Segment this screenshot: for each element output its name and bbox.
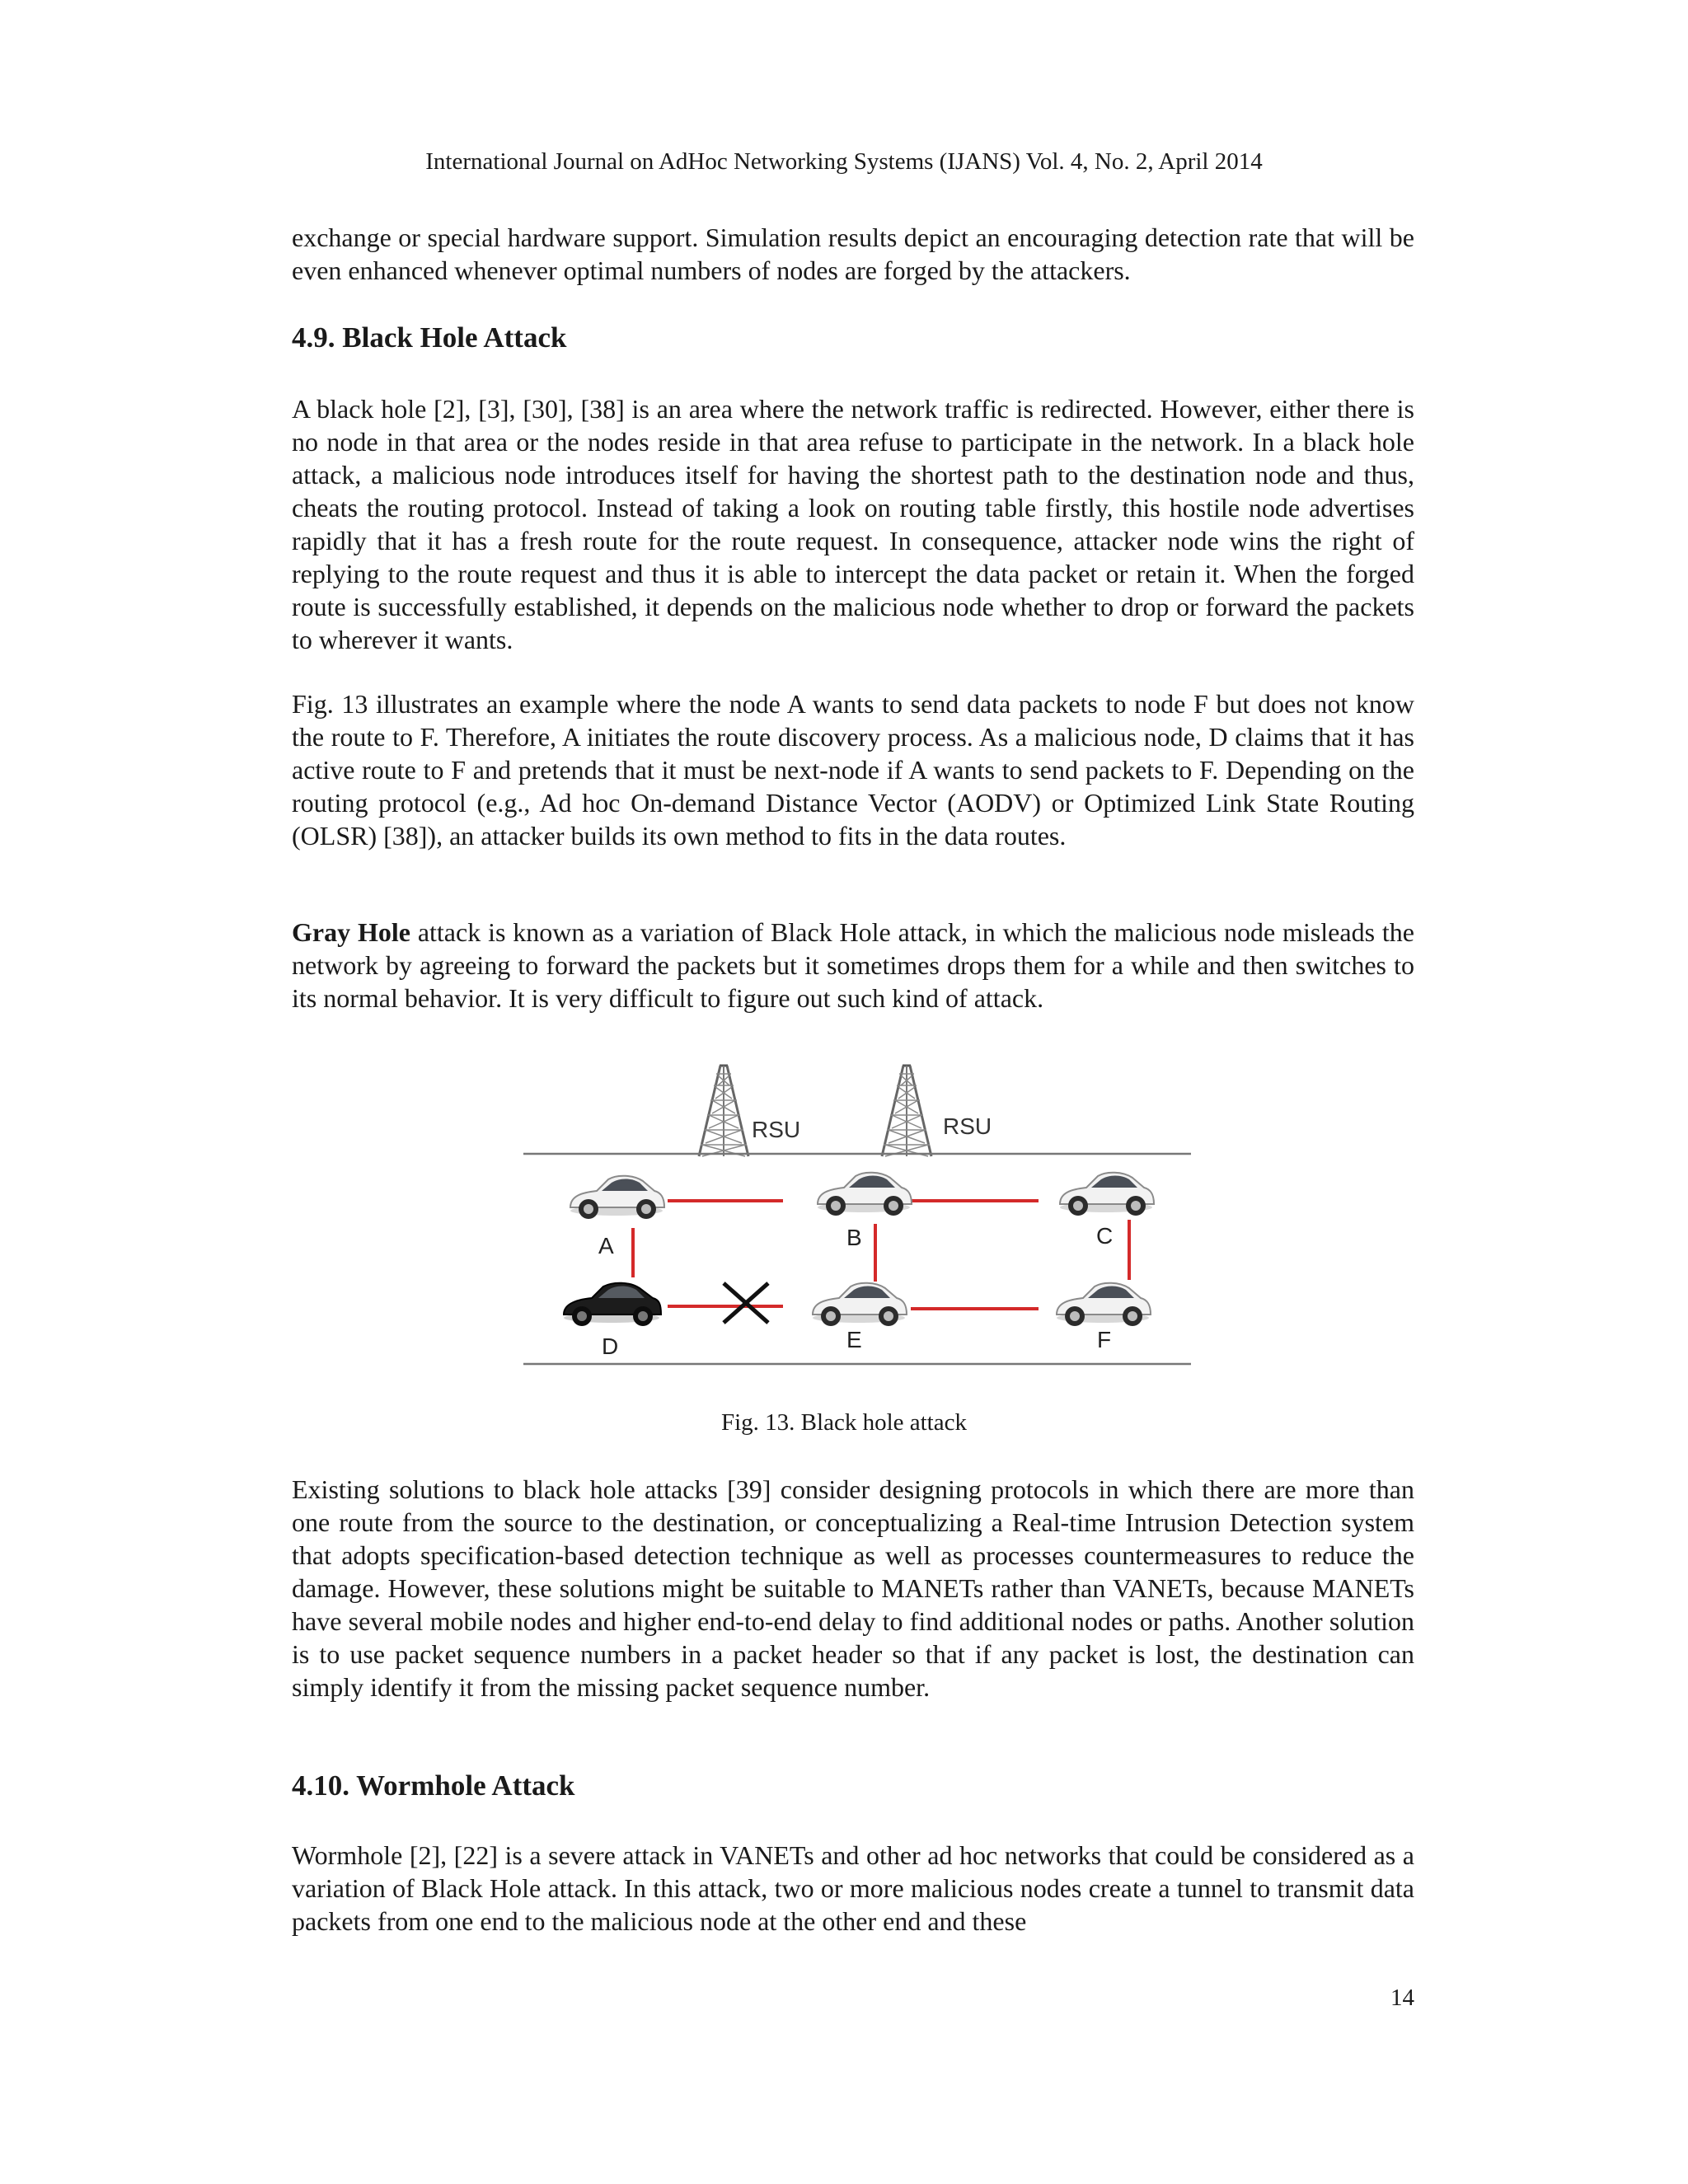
rsu-tower-icon (882, 1066, 931, 1156)
black-hole-definition-paragraph: A black hole [2], [3], [30], [38] is an area where the network traffic is redirected. However, either there is no node in that area or the nodes reside in that area refuse to participate in the network. In a black hole attack, a malicious node introduces itself for having the shortest path to the destination node and thus, cheats the routing protocol. Instead of taking a look on routing table firstly, this hostile node advertises rapidly that it has a fresh route for the route request. In consequence, attacker node wins the right of replying to the route request and thus it is able to intercept the data packet or retain it. When the forged route is successfully established, it depends on the malicious node whether to drop or forward the packets to wherever it wants. (292, 394, 1414, 654)
fig13-description-paragraph: Fig. 13 illustrates an example where the node A wants to send data packets to node F but does not know the route to F. Therefore, A initiates the route discovery process. As a malicious node, D claims that it has active route to F and pretends that it must be next-node if A wants to send packets to F. Depending on the routing protocol (e.g., Ad hoc On-demand Distance Vector (AODV) or Optimized Link State Routing (OLSR) [38]), an attacker builds its own method to fits in the data routes. (292, 689, 1414, 851)
node-label-f: F (1097, 1327, 1112, 1352)
car-b-icon (818, 1173, 912, 1216)
journal-header: International Journal on AdHoc Networking Systems (IJANS) Vol. 4, No. 2, April 2014 (425, 148, 1263, 175)
section-heading-4-10: 4.10. Wormhole Attack (292, 1769, 575, 1802)
section-heading-block-410 (292, 1769, 1414, 1802)
node-label-c: C (1096, 1223, 1114, 1249)
car-f-icon (1057, 1283, 1151, 1326)
solutions-paragraph-block (292, 1473, 1414, 1704)
solutions-paragraph: Existing solutions to black hole attacks [39] consider designing protocols in which there are more than one route from the source to the destination, or conceptualizing a Real-time Intrusion Detection system that adopts specification-based detection technique as well as processes countermeasures to reduce the damage. However, these solutions might be suitable to MANETs rather than VANETs, because MANETs have several mobile nodes and higher end-to-end delay to find additional nodes or paths. Another solution is to use packet sequence numbers in a packet header so that if any packet is lost, the destination can simply identify it from the missing packet sequence number. (292, 1474, 1414, 1702)
gray-hole-paragraph (292, 916, 1414, 1015)
black-hole-paragraph-block (292, 392, 1414, 656)
fig-description-paragraph-block (292, 687, 1414, 852)
node-label-d: D (602, 1333, 619, 1359)
black-hole-figure (519, 1059, 1195, 1372)
car-c-icon (1060, 1173, 1154, 1216)
gray-hole-paragraph-block (292, 916, 1414, 1015)
rsu-label-2: RSU (943, 1113, 992, 1139)
intro-paragraph-block (292, 221, 1414, 287)
car-e-icon (813, 1283, 907, 1326)
car-a-icon (570, 1176, 664, 1219)
rsu-tower-icon (699, 1066, 748, 1156)
figure-caption: Fig. 13. Black hole attack (721, 1409, 967, 1436)
rsu-label-1: RSU (752, 1117, 801, 1142)
blocked-link-x-icon (724, 1283, 768, 1323)
car-d-icon (564, 1283, 661, 1326)
node-label-e: E (846, 1327, 862, 1352)
gray-hole-term: Gray Hole (292, 917, 410, 947)
intro-paragraph: exchange or special hardware support. Simulation results depict an encouraging detection rate that will be even enhanced whenever optimal numbers of nodes are forged by the attackers. (292, 223, 1414, 285)
section-heading-4-9: 4.9. Black Hole Attack (292, 321, 567, 354)
node-label-a: A (598, 1233, 614, 1258)
wormhole-paragraph-block (292, 1839, 1414, 1938)
wormhole-paragraph: Wormhole [2], [22] is a severe attack in VANETs and other ad hoc networks that could be considered as a variation of Black Hole attack. In this attack, two or more malicious nodes create a tunnel to transmit data packets from one end to the malicious node at the other end and these (292, 1840, 1414, 1936)
gray-hole-text: attack is known as a variation of Black Hole attack, in which the malicious node misleads the network by agreeing to forward the packets but it sometimes drops them for a while and then switches to its normal behavior. It is very difficult to figure out such kind of attack. (292, 917, 1415, 1013)
section-heading-block (292, 321, 1414, 354)
node-label-b: B (846, 1225, 862, 1250)
page-number: 14 (1390, 1985, 1414, 2011)
